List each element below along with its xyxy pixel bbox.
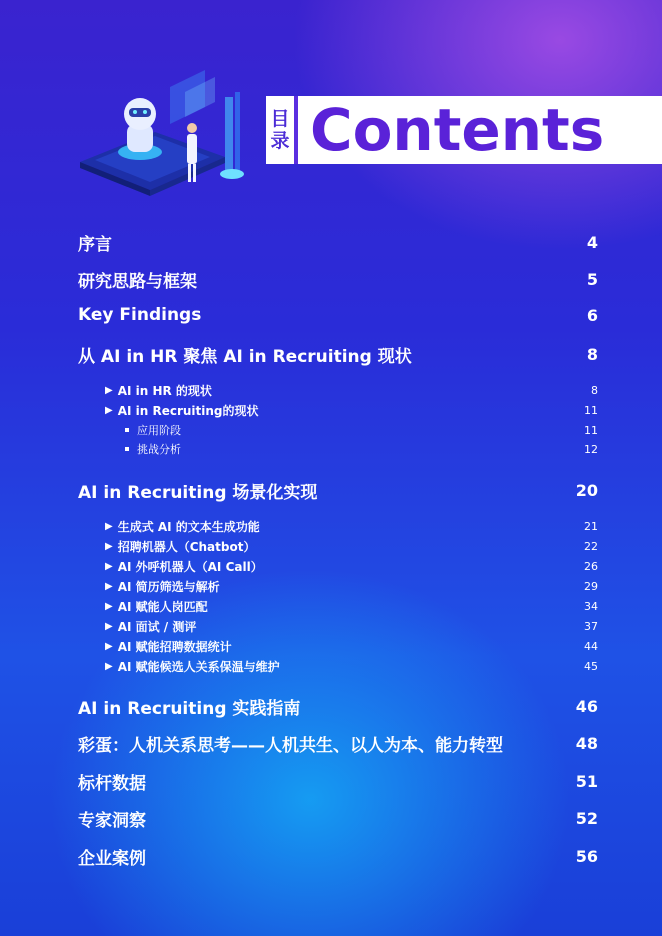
toc-entry[interactable] (105, 598, 598, 615)
toc-entry-page-number: 29 (584, 580, 598, 593)
triangle-bullet-icon: ▶ (105, 581, 113, 592)
toc-entry[interactable] (78, 230, 598, 255)
triangle-bullet-icon: ▶ (105, 541, 113, 552)
toc-entry-label-wrap (78, 342, 412, 367)
toc-entry-label: AI 外呼机器人（AI Call） (117, 560, 263, 574)
toc-entry[interactable] (78, 731, 598, 756)
toc-entry[interactable] (105, 402, 598, 419)
toc-entry-label-wrap (78, 694, 300, 719)
toc-entry-label-wrap (105, 618, 196, 635)
toc-entry[interactable] (125, 441, 598, 457)
toc-entry-page-number: 51 (575, 772, 598, 791)
toc-entry[interactable] (105, 558, 598, 575)
ai-robot-illustration (75, 62, 270, 197)
toc-entry-label-wrap (78, 478, 317, 503)
contents-title-banner (266, 96, 662, 164)
toc-entry-label-wrap (105, 658, 280, 675)
toc-entry-label-wrap (78, 267, 197, 292)
toc-entry[interactable] (78, 844, 598, 869)
toc-entry-page-number: 22 (584, 540, 598, 553)
toc-entry-label-wrap (105, 382, 212, 399)
toc-entry-page-number: 46 (575, 697, 598, 716)
toc-entry-label-wrap (105, 518, 260, 535)
triangle-bullet-icon: ▶ (105, 641, 113, 652)
toc-entry-page-number: 8 (586, 345, 598, 364)
toc-entry-page-number: 26 (584, 560, 598, 573)
toc-entry[interactable] (78, 342, 598, 367)
toc-entry-page-number: 8 (591, 384, 598, 397)
toc-entry-label-wrap (78, 806, 146, 831)
toc-entry-label-wrap (78, 844, 146, 869)
toc-entry-label-wrap (125, 422, 181, 438)
toc-entry-label-wrap (78, 769, 146, 794)
toc-entry-label-wrap (125, 441, 181, 457)
toc-entry-label: 标杆数据 (78, 774, 146, 794)
toc-entry-page-number: 4 (586, 233, 598, 252)
toc-entry[interactable] (105, 578, 598, 595)
square-bullet-icon (125, 428, 129, 432)
toc-entry[interactable] (105, 518, 598, 535)
toc-entry-page-number: 34 (584, 600, 598, 613)
title-zh-char-1: 目 (270, 108, 290, 130)
toc-entry[interactable] (78, 305, 598, 325)
toc-entry-page-number: 44 (584, 640, 598, 653)
toc-entry-label: AI in Recruiting 场景化实现 (78, 483, 318, 503)
toc-entry-label: 从 AI in HR 聚焦 AI in Recruiting 现状 (78, 347, 412, 367)
toc-entry-page-number: 21 (584, 520, 598, 533)
toc-entry[interactable] (78, 806, 598, 831)
triangle-bullet-icon: ▶ (105, 621, 113, 632)
toc-entry-label-wrap (105, 638, 232, 655)
toc-entry-label-wrap (105, 598, 208, 615)
toc-entry-page-number: 37 (584, 620, 598, 633)
toc-entry-page-number: 20 (575, 481, 598, 500)
toc-entry-label: 彩蛋：人机关系思考——人机共生、以人为本、能力转型 (78, 736, 503, 756)
toc-entry[interactable] (78, 478, 598, 503)
toc-entry[interactable] (78, 769, 598, 794)
toc-entry-label-wrap (78, 731, 503, 756)
toc-entry-page-number: 56 (575, 847, 598, 866)
toc-entry-label: AI in Recruiting的现状 (117, 404, 259, 418)
toc-entry-label: AI 简历筛选与解析 (117, 580, 220, 594)
toc-entry-label: 生成式 AI 的文本生成功能 (117, 520, 260, 534)
toc-entry-label: AI 面试 / 测评 (117, 620, 197, 634)
toc-entry[interactable] (78, 694, 598, 719)
toc-entry-label-wrap (105, 402, 259, 419)
toc-entry-label: 专家洞察 (78, 811, 146, 831)
toc-entry-label-wrap (105, 558, 263, 575)
toc-entry[interactable] (78, 267, 598, 292)
triangle-bullet-icon: ▶ (105, 405, 113, 416)
toc-entry[interactable] (105, 382, 598, 399)
toc-entry-page-number: 12 (584, 442, 598, 456)
toc-entry-page-number: 6 (586, 305, 598, 325)
toc-entry-label: 企业案例 (78, 849, 146, 869)
toc-entry-page-number: 11 (584, 423, 598, 437)
triangle-bullet-icon: ▶ (105, 521, 113, 532)
square-bullet-icon (125, 447, 129, 451)
triangle-bullet-icon: ▶ (105, 561, 113, 572)
toc-entry-label: Key Findings (78, 305, 202, 325)
toc-entry-page-number: 45 (584, 660, 598, 673)
title-chinese (266, 96, 298, 164)
page-title: Contents (310, 96, 605, 164)
triangle-bullet-icon: ▶ (105, 385, 113, 396)
triangle-bullet-icon: ▶ (105, 661, 113, 672)
toc-entry-label: AI in Recruiting 实践指南 (78, 699, 301, 719)
toc-entry-label-wrap (105, 578, 220, 595)
triangle-bullet-icon: ▶ (105, 601, 113, 612)
toc-entry-label: 招聘机器人（Chatbot） (117, 540, 256, 554)
toc-entry-page-number: 52 (575, 809, 598, 828)
toc-entry-label-wrap (78, 230, 112, 255)
toc-entry[interactable] (105, 658, 598, 675)
toc-entry-label: AI 赋能候选人关系保温与维护 (117, 660, 280, 674)
toc-entry-label-wrap (78, 305, 201, 325)
toc-entry-label: AI 赋能招聘数据统计 (117, 640, 232, 654)
title-zh-char-2: 录 (270, 130, 290, 152)
toc-entry-label: AI in HR 的现状 (117, 384, 212, 398)
toc-entry-label: AI 赋能人岗匹配 (117, 600, 208, 614)
toc-entry-page-number: 11 (584, 404, 598, 417)
toc-entry-label-wrap (105, 538, 255, 555)
toc-entry-label: 挑战分析 (137, 443, 181, 456)
toc-entry[interactable] (105, 618, 598, 635)
toc-entry[interactable] (105, 638, 598, 655)
toc-entry-label: 研究思路与框架 (78, 272, 197, 292)
toc-entry-page-number: 48 (575, 734, 598, 753)
toc-entry-label: 序言 (78, 235, 112, 255)
toc-entry[interactable] (105, 538, 598, 555)
toc-entry[interactable] (125, 422, 598, 438)
toc-entry-page-number: 5 (586, 270, 598, 289)
toc-entry-label: 应用阶段 (137, 424, 181, 437)
